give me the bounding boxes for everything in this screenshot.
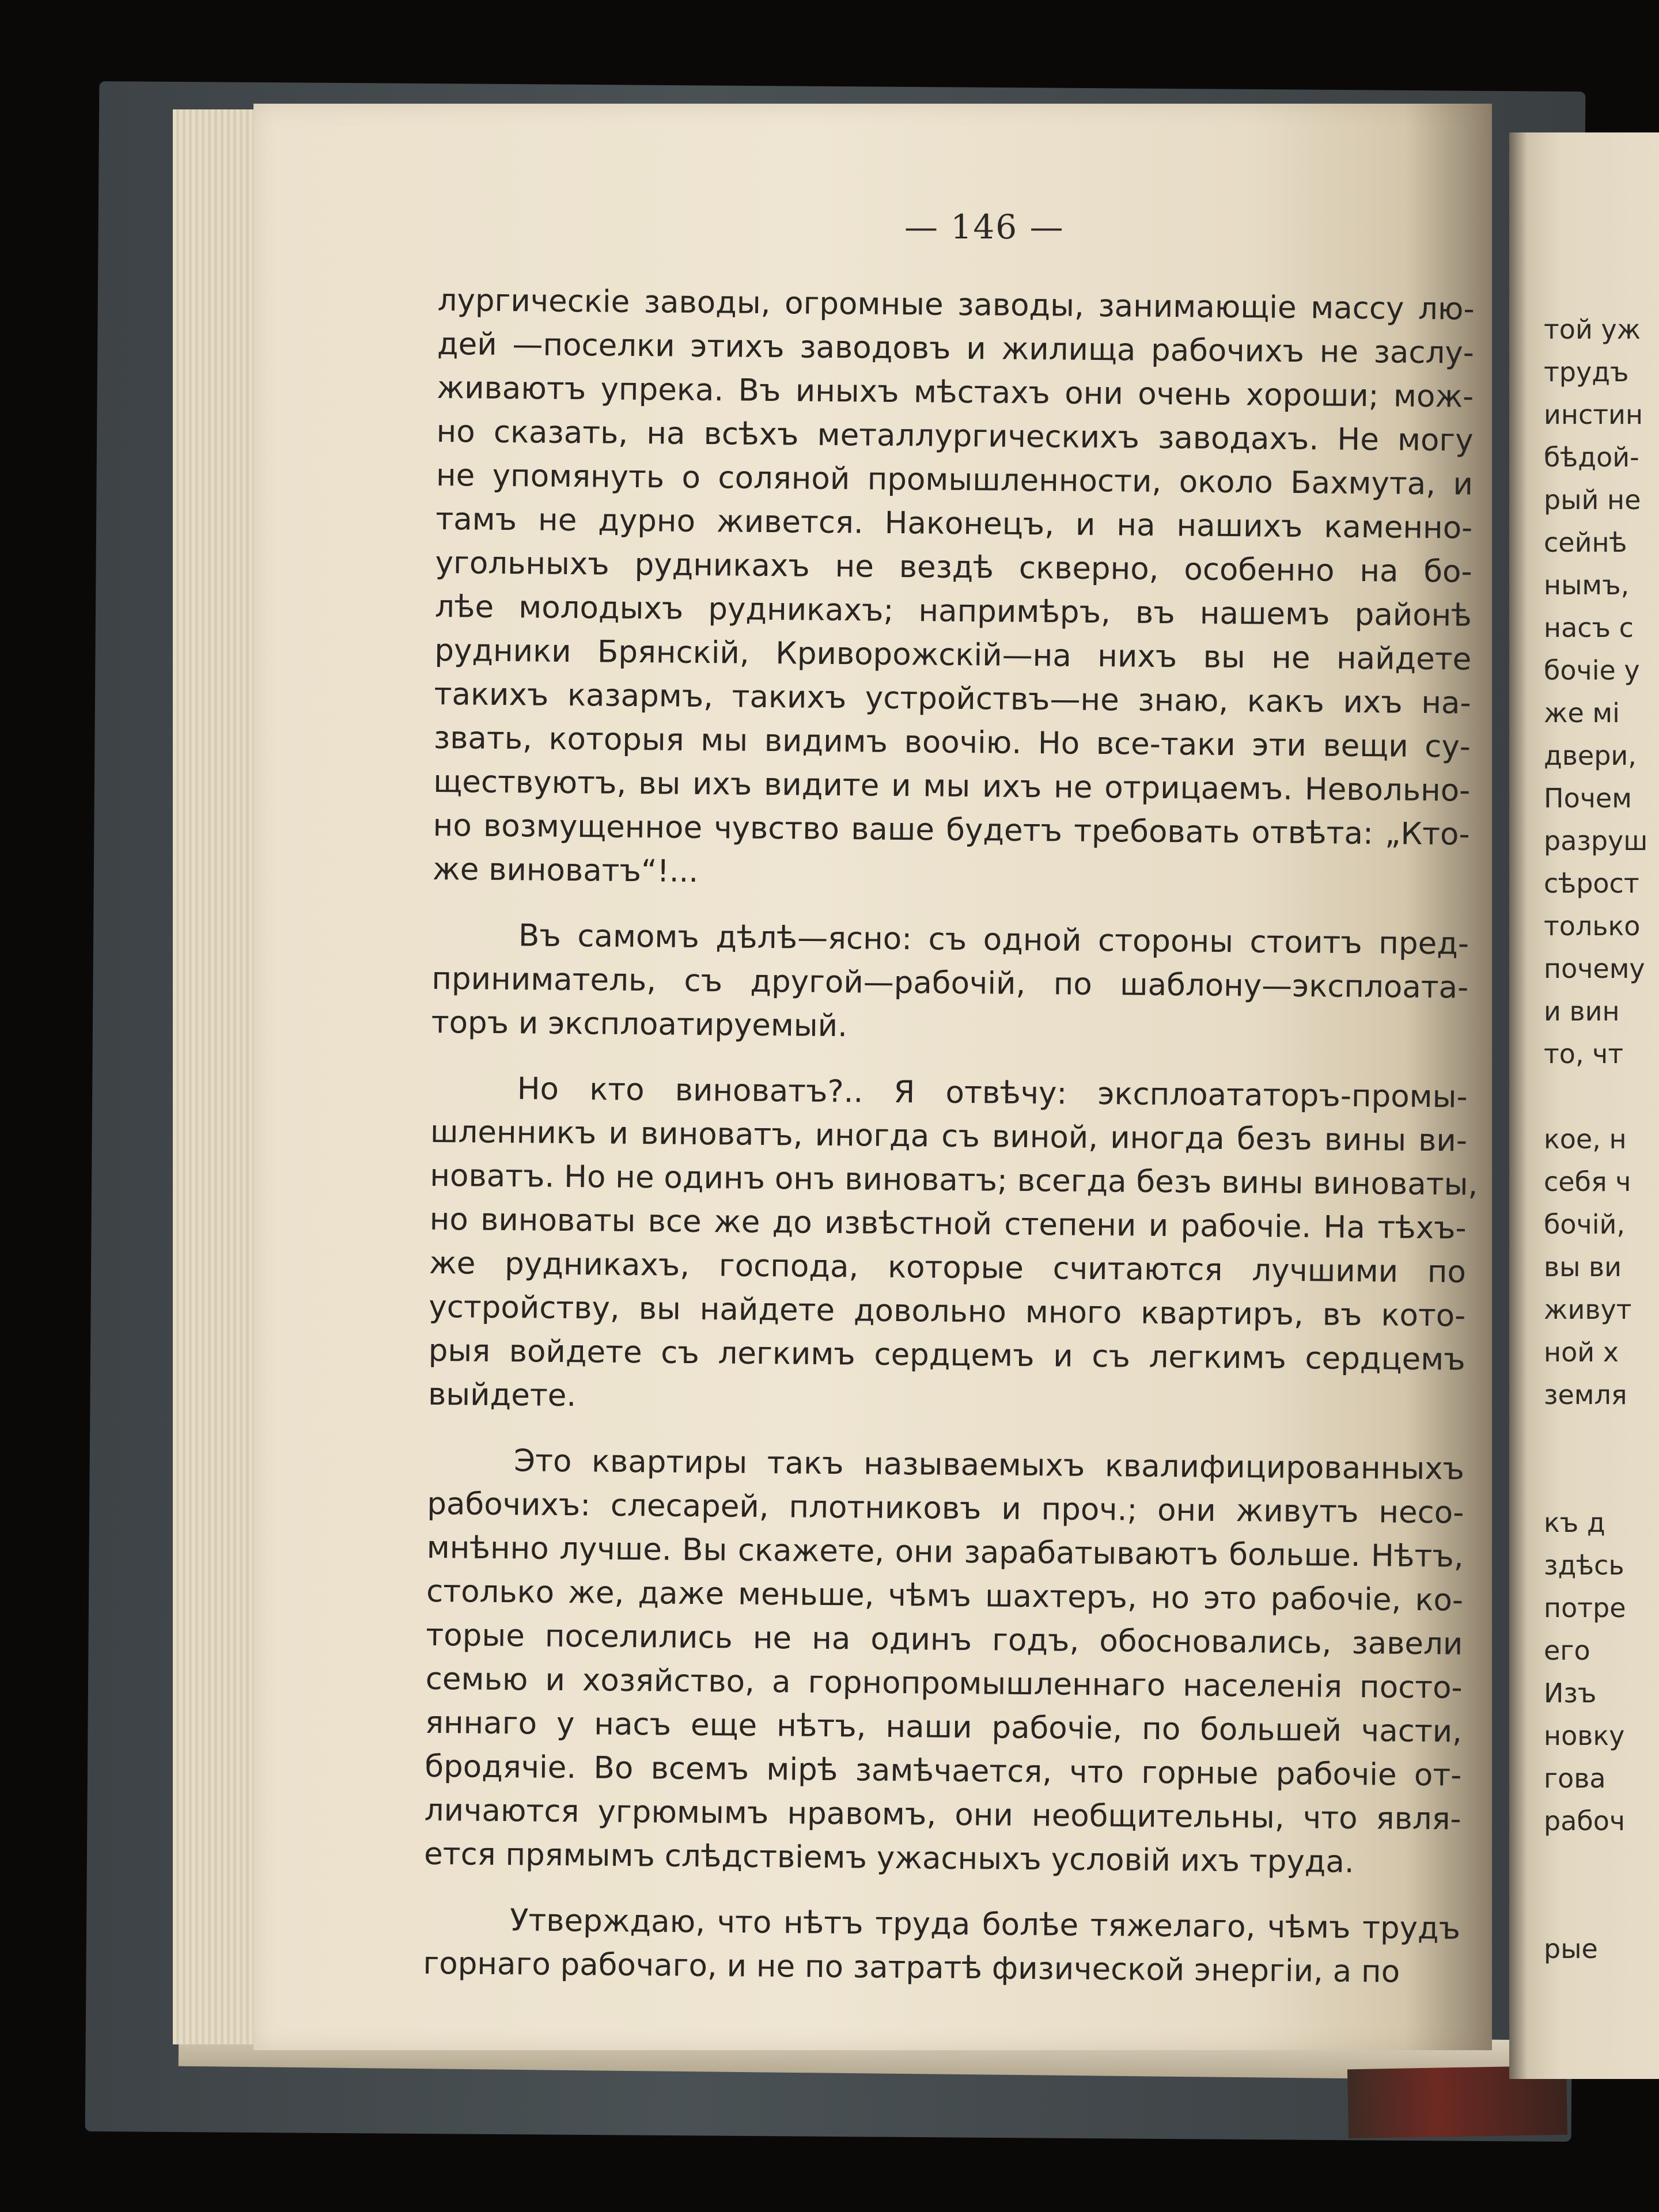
facing-page-line: себя ч: [1544, 1166, 1631, 1197]
text-line: устройству, вы найдете довольно много квартиръ, въ кото-: [429, 1289, 1466, 1334]
facing-page-line: живут: [1544, 1294, 1632, 1325]
facing-page-line: сѣрост: [1544, 868, 1639, 899]
text-line: шленникъ и виноватъ, иногда съ виной, иногда безъ вины ви-: [430, 1114, 1468, 1159]
facing-page-line: той уж: [1544, 314, 1641, 345]
facing-page-line: [1544, 1416, 1636, 1459]
text-line: дей —поселки этихъ заводовъ и жилища рабочихъ не заслу-: [437, 326, 1475, 371]
text-line: ществуютъ, вы ихъ видите и мы ихъ не отрицаемъ. Невольно-: [433, 764, 1471, 809]
facing-page-line: ной х: [1544, 1337, 1619, 1368]
text-line: ется прямымъ слѣдствіемъ ужасныхъ условій ихъ труда.: [423, 1836, 1355, 1880]
facing-page-line: почему: [1544, 953, 1645, 984]
facing-page-text: [1544, 308, 1648, 1970]
facing-page-line: земля: [1544, 1379, 1627, 1410]
facing-page-line: гова: [1544, 1763, 1606, 1794]
text-line: не упомянуть о соляной промышленности, около Бахмута, и: [435, 457, 1474, 502]
facing-page-line: же мі: [1544, 697, 1620, 729]
text-line: яннаго у насъ еще нѣтъ, наши рабочіе, по большей части,: [425, 1705, 1463, 1750]
facing-page-line: къ д: [1544, 1507, 1605, 1538]
text-line: Въ самомъ дѣлѣ—ясно: съ одной стороны стоитъ пред-: [518, 918, 1469, 962]
text-line: столько же, даже меньше, чѣмъ шахтеръ, но это рабочіе, ко-: [426, 1573, 1464, 1618]
facing-page-line: Почем: [1544, 783, 1632, 814]
facing-page-line: сейнѣ: [1544, 527, 1627, 558]
text-line: но сказать, на всѣхъ металлургическихъ заводахъ. Не могу: [436, 413, 1474, 458]
text-line: звать, которыя мы видимъ воочію. Но все-таки эти вещи су-: [433, 720, 1471, 765]
facing-page-line: рые: [1544, 1933, 1598, 1964]
facing-page-line: вы ви: [1544, 1251, 1622, 1283]
facing-page-line: бочій,: [1544, 1209, 1625, 1240]
facing-page-line: новку: [1544, 1720, 1625, 1751]
facing-page-line: здѣсь: [1544, 1550, 1624, 1581]
facing-page-line: то, чт: [1544, 1038, 1624, 1069]
text-line: торые поселились не на одинъ годъ, обосновались, завели: [426, 1617, 1463, 1662]
text-line: рабочихъ: слесарей, плотниковъ и проч.; они живутъ несо-: [427, 1486, 1464, 1531]
text-line: Но кто виноватъ?.. Я отвѣчу: эксплоататоръ-промы-: [517, 1071, 1468, 1115]
text-line: но виноваты все же до извѣстной степени и рабочіе. На тѣхъ-: [429, 1201, 1467, 1246]
text-line: мнѣнно лучше. Вы скажете, они зарабатываютъ больше. Нѣтъ,: [426, 1530, 1464, 1574]
facing-page-line: инстин: [1544, 399, 1643, 430]
text-line: новатъ. Но не одинъ онъ виноватъ; всегда безъ вины виноваты,: [430, 1158, 1478, 1202]
text-line: выйдете.: [427, 1376, 577, 1414]
facing-page-line: разруш: [1544, 825, 1648, 856]
text-line: же рудникахъ, господа, которые считаются лучшими по: [429, 1245, 1467, 1290]
page-body-text: [423, 279, 1478, 1995]
text-line: рыя войдете съ легкимъ сердцемъ и съ легкимъ сердцемъ: [428, 1333, 1465, 1378]
facing-page-line: только: [1544, 910, 1641, 942]
text-line: торъ и эксплоатируемый.: [431, 1004, 848, 1044]
text-line: личаются угрюмымъ нравомъ, они необщительны, что явля-: [424, 1792, 1461, 1837]
text-line: приниматель, съ другой—рабочій, по шаблону—эксплоата-: [431, 961, 1469, 1006]
facing-page-line: [1544, 1459, 1636, 1501]
text-line: рудники Брянскій, Криворожскій—на нихъ вы не найдете: [434, 632, 1472, 677]
facing-page-line: [1544, 1885, 1636, 1928]
text-line: Это квартиры такъ называемыхъ квалифицированныхъ: [513, 1443, 1465, 1487]
text-line: но возмущенное чувство ваше будетъ требовать отвѣта: „Кто-: [433, 807, 1470, 852]
facing-page-line: [1544, 1075, 1636, 1118]
text-line: Утверждаю, что нѣтъ труда болѣе тяжелаго, чѣмъ трудъ: [509, 1903, 1461, 1947]
facing-page-line: и вин: [1544, 996, 1620, 1027]
facing-page-line: Изъ: [1544, 1678, 1597, 1709]
facing-page-line: рабоч: [1544, 1805, 1626, 1837]
facing-page-line: бѣдой-: [1544, 442, 1639, 473]
facing-page-line: потре: [1544, 1592, 1626, 1623]
facing-page-line: рый не: [1544, 484, 1641, 515]
text-line: же виноватъ“!...: [432, 851, 699, 889]
facing-page-line: его: [1544, 1635, 1590, 1666]
text-line: тамъ не дурно живется. Наконецъ, и на нашихъ каменно-: [435, 501, 1473, 546]
text-line: живаютъ упрека. Въ иныхъ мѣстахъ они очень хороши; мож-: [437, 370, 1474, 415]
facing-page-line: нымъ,: [1544, 570, 1630, 601]
text-line: такихъ казармъ, такихъ устройствъ—не знаю, какъ ихъ на-: [434, 676, 1471, 721]
text-line: лѣе молодыхъ рудникахъ; напримѣръ, въ нашемъ районѣ: [434, 589, 1472, 633]
facing-page-line: кое, н: [1544, 1124, 1627, 1155]
page-stack-side: [173, 109, 259, 2044]
facing-page-line: двери,: [1544, 740, 1637, 771]
text-line: бродячіе. Во всемъ мірѣ замѣчается, что горные рабочіе от-: [425, 1748, 1462, 1793]
facing-page-line: трудъ: [1544, 356, 1629, 388]
text-line: угольныхъ рудникахъ не вездѣ скверно, особенно на бо-: [435, 545, 1472, 590]
facing-page-line: бочіе у: [1544, 655, 1640, 686]
text-line: лургическіе заводы, огромные заводы, занимающіе массу лю-: [437, 282, 1475, 327]
facing-page-line: насъ с: [1544, 612, 1634, 643]
text-line: семью и хозяйство, а горнопромышленнаго населенія посто-: [425, 1661, 1463, 1706]
facing-page-line: [1544, 1842, 1636, 1885]
text-line: горнаго рабочаго, и не по затратѣ физической энергіи, а по: [423, 1945, 1400, 1990]
page-number: — 146 —: [904, 207, 1065, 246]
